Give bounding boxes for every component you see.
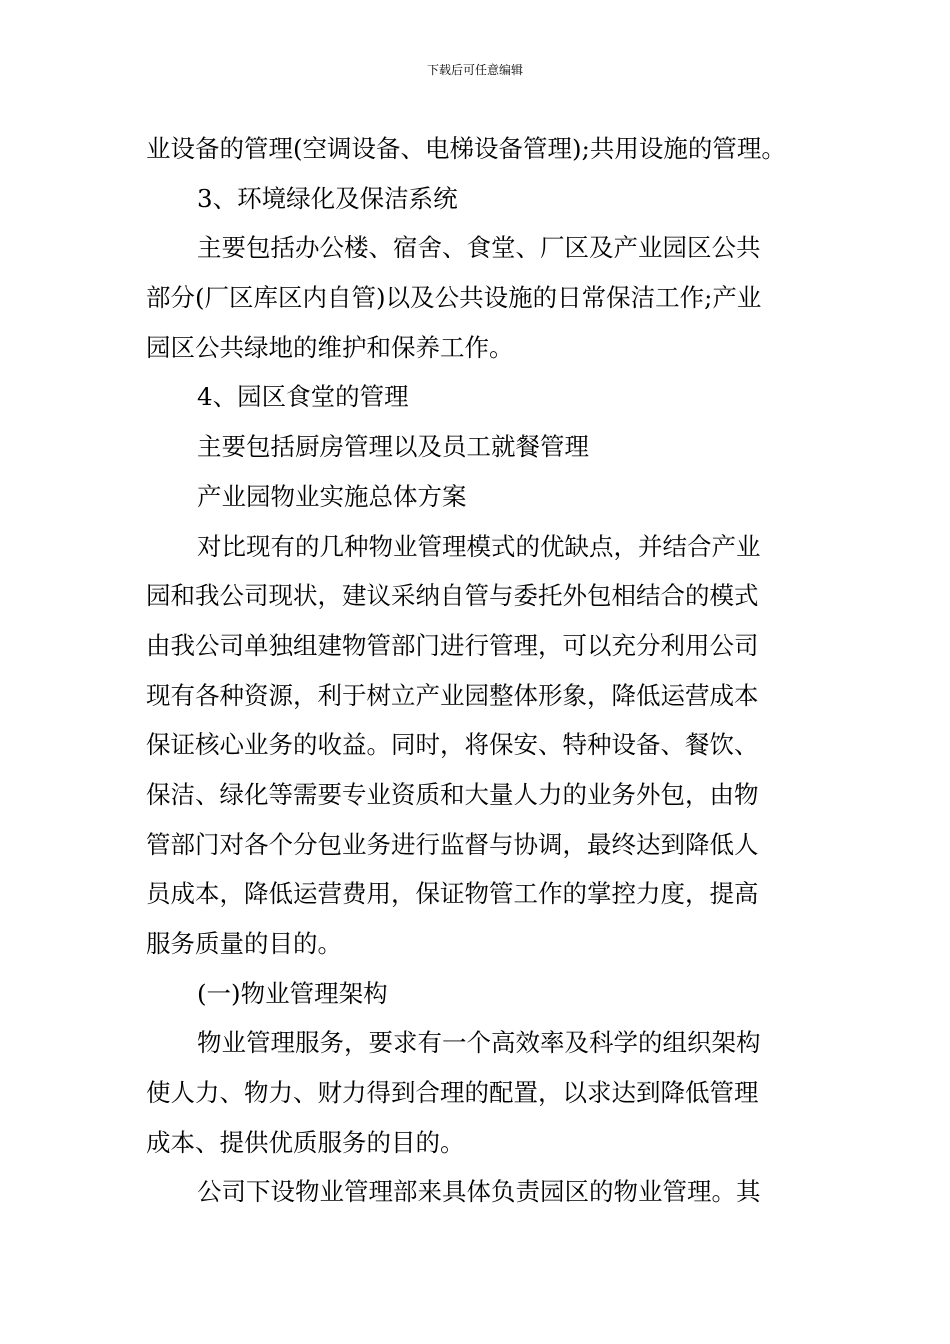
section-heading: 4、园区食堂的管理 [197,382,409,412]
text-line: 业设备的管理(空调设备、电梯设备管理);共用设施的管理。 [146,134,786,163]
text-line: 保洁、绿化等需要专业资质和大量人力的业务外包，由物 [146,779,759,809]
text-line: 园和我公司现状，建议采纳自管与委托外包相结合的模式 [146,581,759,611]
section-heading: 产业园物业实施总体方案 [197,481,467,511]
page-header: 下载后可任意编辑 [426,63,523,77]
section-heading: (一)物业管理架构 [197,978,388,1008]
text-line: 部分(厂区库区内自管)以及公共设施的日常保洁工作;产业 [146,283,762,313]
text-line: 成本、提供优质服务的目的。 [146,1127,465,1157]
text-line: 对比现有的几种物业管理模式的优缺点，并结合产业 [197,531,761,561]
text-line: 主要包括厨房管理以及员工就餐管理 [197,432,589,462]
text-line: 使人力、物力、财力得到合理的配置，以求达到降低管理 [146,1078,759,1108]
document-body [146,124,814,1217]
text-line: 由我公司单独组建物管部门进行管理，可以充分利用公司 [146,630,759,660]
text-line: 管部门对各个分包业务进行监督与协调，最终达到降低人 [146,829,759,859]
text-line: 服务质量的目的。 [146,929,342,958]
text-line: 园区公共绿地的维护和保养工作。 [146,332,514,362]
text-line: 员成本，降低运营费用，保证物管工作的掌控力度，提高 [146,879,759,909]
text-line: 主要包括办公楼、宿舍、食堂、厂区及产业园区公共 [197,233,761,263]
text-line: 保证核心业务的收益。同时，将保安、特种设备、餐饮、 [146,730,759,760]
text-line: 现有各种资源，利于树立产业园整体形象，降低运营成本 [146,680,759,710]
text-line: 公司下设物业管理部来具体负责园区的物业管理。其 [197,1177,761,1207]
text-line: 物业管理服务，要求有一个高效率及科学的组织架构 [197,1028,761,1058]
section-heading: 3、环境绿化及保洁系统 [197,183,458,213]
